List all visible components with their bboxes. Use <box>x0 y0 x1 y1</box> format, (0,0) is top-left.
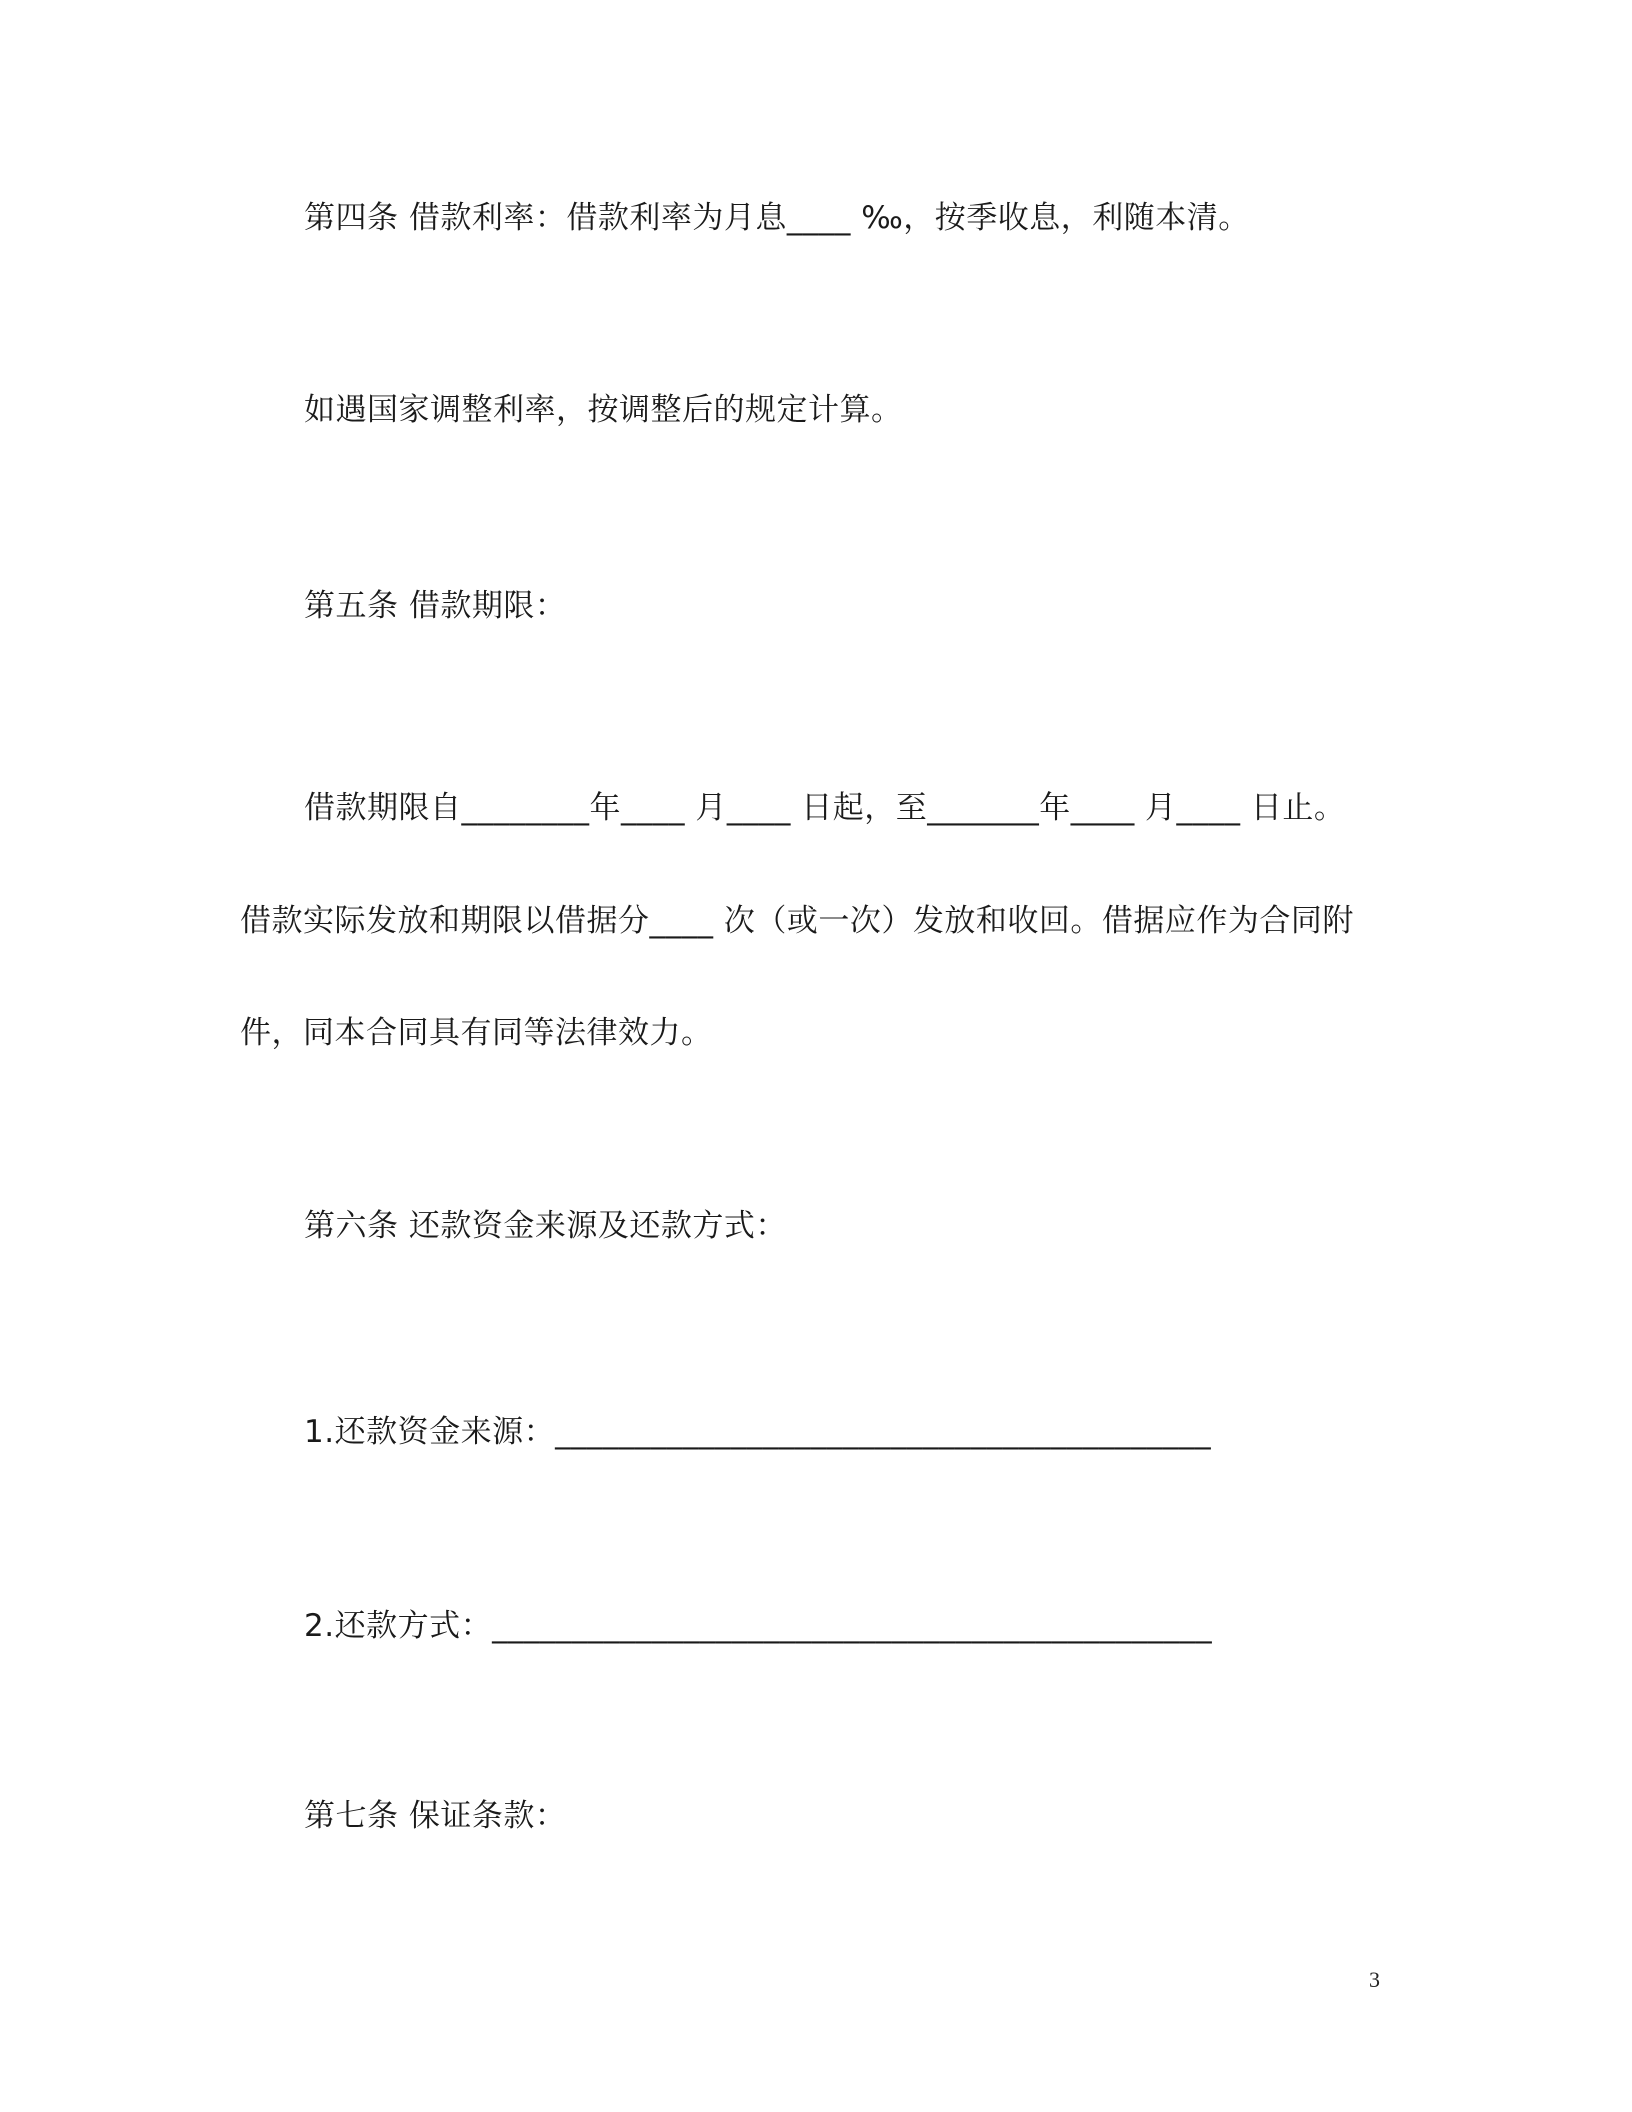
loan-disbursement-clause-continued: 件，同本合同具有同等法律效力。 <box>240 1015 713 1051</box>
repayment-method-field: 2.还款方式：_____________________________________________ <box>304 1608 1213 1644</box>
repayment-source-field: 1.还款资金来源：_________________________________________ <box>304 1414 1212 1450</box>
article-7-heading: 第七条 保证条款： <box>304 1798 567 1834</box>
article-4-interest-rate: 第四条 借款利率：借款利率为月息____ ‰，按季收息，利随本清。 <box>304 200 1250 236</box>
loan-term-dates: 借款期限自________年____ 月____ 日起，至_______年____ 月____ 日止。 <box>304 790 1346 826</box>
article-5-heading: 第五条 借款期限： <box>304 588 567 624</box>
article-6-heading: 第六条 还款资金来源及还款方式： <box>304 1208 787 1244</box>
interest-adjustment-clause: 如遇国家调整利率，按调整后的规定计算。 <box>304 392 903 428</box>
loan-disbursement-clause: 借款实际发放和期限以借据分____ 次（或一次）发放和收回。借据应作为合同附 <box>240 903 1354 939</box>
page-number: 3 <box>1369 1967 1380 1992</box>
